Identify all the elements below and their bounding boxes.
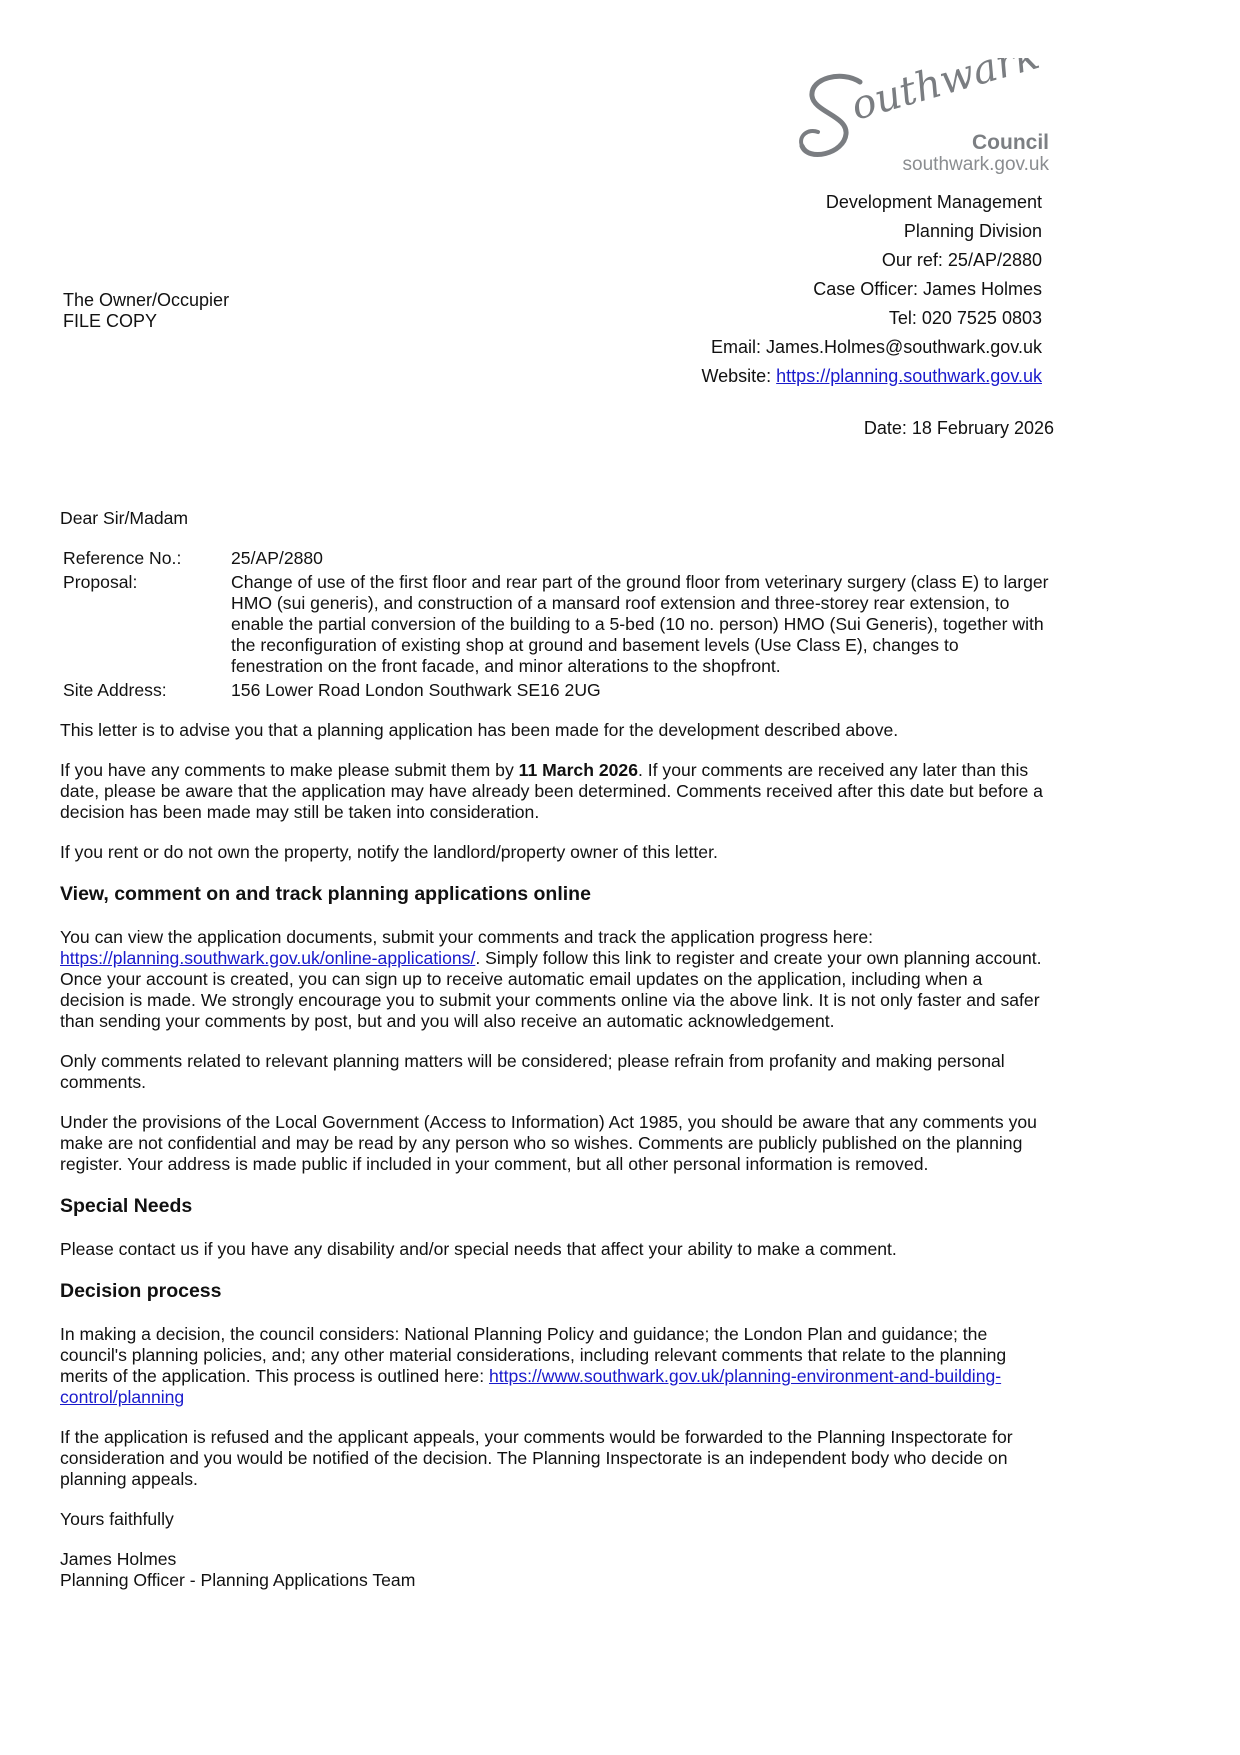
- online-paragraph-2: Only comments related to relevant planning matters will be considered; please refrain from profanity and making personal comments.: [60, 1051, 1005, 1092]
- website: [701, 362, 1042, 391]
- reference-value: 25/AP/2880: [231, 548, 323, 568]
- contact-block: [701, 188, 1042, 391]
- sign-off: Yours faithfully: [60, 1509, 174, 1529]
- proposal-row: [63, 572, 1050, 680]
- application-details-table: [63, 548, 1050, 701]
- comments-text-after: . If your comments are received any later than this date, please be aware that the application may have already been determined. Comments received after this date but before a decision has been made may still be taken into consideration.: [60, 760, 1043, 822]
- decision-paragraph-2: If the application is refused and the applicant appeals, your comments would be forwarded to the Planning Inspectorate for consideration and you would be notified of the decision. The Planning Inspectorate is an independent body who decide on planning appeals.: [60, 1427, 1013, 1489]
- reference-label: Reference No.:: [63, 548, 182, 568]
- email: Email: James.Holmes@southwark.gov.uk: [710, 337, 1042, 357]
- addressee-line-1: The Owner/Occupier: [63, 290, 230, 310]
- rent-paragraph: If you rent or do not own the property, notify the landlord/property owner of this letter.: [60, 842, 718, 862]
- online-heading: View, comment on and track planning applications online: [60, 883, 591, 905]
- our-ref: Our ref: 25/AP/2880: [881, 250, 1042, 270]
- case-officer: Case Officer: James Holmes: [813, 279, 1042, 299]
- special-needs-paragraph: Please contact us if you have any disability and/or special needs that affect your ability to make a comment.: [60, 1239, 897, 1259]
- special-needs-heading: Special Needs: [60, 1195, 193, 1217]
- site-address-row: [63, 680, 1050, 701]
- addressee: [63, 290, 229, 332]
- telephone: Tel: 020 7525 0803: [888, 308, 1042, 328]
- addressee-line-2: FILE COPY: [63, 311, 158, 331]
- decision-process-heading: Decision process: [60, 1280, 222, 1302]
- decision-paragraph-1: [60, 1324, 1050, 1408]
- proposal-label: Proposal:: [63, 572, 138, 592]
- website-label: Website:: [701, 366, 777, 386]
- officer-name: James Holmes: [60, 1549, 177, 1569]
- letter-body: [60, 508, 1050, 1591]
- reference-row: [63, 548, 1050, 572]
- signature-block: [60, 1549, 1050, 1591]
- online-text-before: You can view the application documents, submit your comments and track the application progress here:: [60, 927, 874, 947]
- salutation: Dear Sir/Madam: [60, 508, 189, 528]
- comments-deadline-date: 11 March 2026: [518, 760, 638, 780]
- proposal-value: Change of use of the first floor and rear part of the ground floor from veterinary surgery (class E) to larger HMO (sui generis), and construction of a mansard roof extension and three-storey rear extension, to enable the partial conversion of the building to a 5-bed (10 no. person) HMO (Sui Generis), together with the reconfiguration of existing shop at ground and basement levels (Use Class E), changes to fenestration on the front facade, and minor alterations to the shopfront.: [231, 572, 1049, 676]
- department: Development Management: [825, 192, 1042, 212]
- officer-title: Planning Officer - Planning Applications Team: [60, 1570, 416, 1590]
- division: Planning Division: [903, 221, 1042, 241]
- site-address-value: 156 Lower Road London Southwark SE16 2UG: [231, 680, 601, 700]
- svg-text:outhwark: outhwark: [846, 58, 1045, 130]
- site-address-label: Site Address:: [63, 680, 167, 700]
- logo-council-text: Council: [972, 131, 1049, 154]
- comments-deadline-paragraph: [60, 760, 1050, 823]
- online-paragraph-1: [60, 927, 1050, 1032]
- advise-paragraph: This letter is to advise you that a planning application has been made for the development described above.: [60, 720, 899, 740]
- decision-text-before: In making a decision, the council considers: National Planning Policy and guidance; the London Plan and guidance; the council's planning policies, and; any other material considerations, including relevant comments that relate to the planning merits of the application. This process is outlined here:: [60, 1324, 1007, 1386]
- online-applications-link[interactable]: https://planning.southwark.gov.uk/online-applications/: [60, 948, 476, 968]
- letter-date: Date: 18 February 2026: [863, 418, 1054, 438]
- online-paragraph-3: Under the provisions of the Local Government (Access to Information) Act 1985, you should be aware that any comments you make are not confidential and may be read by any person who so wishes. Comments are publicly published on the planning register. Your address is made public if included in your comment, but all other personal information is removed.: [60, 1112, 1037, 1174]
- website-link[interactable]: https://planning.southwark.gov.uk: [776, 366, 1042, 386]
- southwark-council-logo: [798, 58, 1058, 176]
- logo-site-text: southwark.gov.uk: [902, 154, 1049, 175]
- planning-process-link[interactable]: https://www.southwark.gov.uk/planning-environment-and-building-control/planning: [60, 1366, 1002, 1407]
- comments-text-before: If you have any comments to make please submit them by: [60, 760, 519, 780]
- online-text-after: . Simply follow this link to register and create your own planning account. Once your account is created, you can sign up to receive automatic email updates on the application, including when a decision is made. We strongly encourage you to submit your comments online via the above link. It is not only faster and safer than sending your comments by post, but and you will also receive an automatic acknowledgement.: [60, 948, 1042, 1031]
